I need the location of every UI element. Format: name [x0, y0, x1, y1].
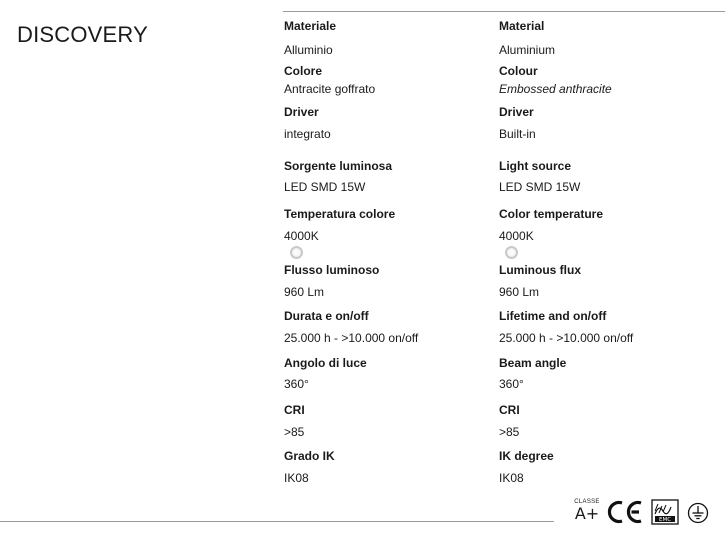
spec-value: 25.000 h - >10.000 on/off: [499, 331, 634, 345]
spec-label: Sorgente luminosa: [284, 159, 393, 173]
spec-label: CRI: [284, 403, 305, 417]
spec-label: IK degree: [499, 449, 554, 463]
ce-mark-icon: [606, 499, 646, 525]
spec-value: 360°: [284, 377, 309, 391]
spec-value: >85: [499, 425, 520, 439]
energy-class-label: CLASSE: [574, 499, 600, 505]
spec-label: Driver: [284, 105, 319, 119]
spec-label: Colore: [284, 64, 323, 78]
energy-class-value: A+: [574, 504, 600, 523]
spec-value: >85: [284, 425, 305, 439]
spec-label: Angolo di luce: [284, 356, 367, 370]
spec-value: Embossed anthracite: [499, 82, 612, 96]
spec-value: integrato: [284, 127, 331, 141]
energy-class-badge: [574, 499, 600, 523]
spec-value: Antracite goffrato: [284, 82, 376, 96]
spec-label: Materiale: [284, 19, 337, 33]
spec-value: 360°: [499, 377, 524, 391]
spec-value: 4000K: [284, 229, 319, 243]
spec-label: Lifetime and on/off: [499, 309, 607, 323]
spec-value: Aluminium: [499, 43, 556, 57]
certification-marks: [574, 499, 714, 529]
top-divider: [283, 11, 725, 12]
spec-value: IK08: [284, 471, 309, 485]
spec-value: 4000K: [499, 229, 534, 243]
spec-label: Flusso luminoso: [284, 263, 380, 277]
spec-label: Temperatura colore: [284, 207, 396, 221]
product-title: DISCOVERY: [17, 22, 148, 47]
spec-label: Material: [499, 19, 545, 33]
bottom-divider: [0, 521, 554, 522]
spec-value: 25.000 h - >10.000 on/off: [284, 331, 419, 345]
color-temperature-swatch: [290, 246, 303, 259]
spec-value: LED SMD 15W: [499, 180, 581, 194]
earth-ground-icon: [687, 502, 709, 524]
spec-label: Beam angle: [499, 356, 567, 370]
svg-text:EMC: EMC: [658, 517, 672, 523]
spec-label: Colour: [499, 64, 538, 78]
spec-value: 960 Lm: [499, 285, 540, 299]
spec-label: Grado IK: [284, 449, 335, 463]
emc-icon: [651, 499, 679, 525]
spec-value: Alluminio: [284, 43, 333, 57]
spec-label: Driver: [499, 105, 534, 119]
spec-value: Built-in: [499, 127, 536, 141]
color-temperature-swatch: [505, 246, 518, 259]
spec-label: Light source: [499, 159, 572, 173]
spec-value: LED SMD 15W: [284, 180, 366, 194]
spec-label: Luminous flux: [499, 263, 581, 277]
spec-value: 960 Lm: [284, 285, 325, 299]
spec-label: Durata e on/off: [284, 309, 369, 323]
spec-value: IK08: [499, 471, 524, 485]
spec-label: CRI: [499, 403, 520, 417]
spec-label: Color temperature: [499, 207, 604, 221]
